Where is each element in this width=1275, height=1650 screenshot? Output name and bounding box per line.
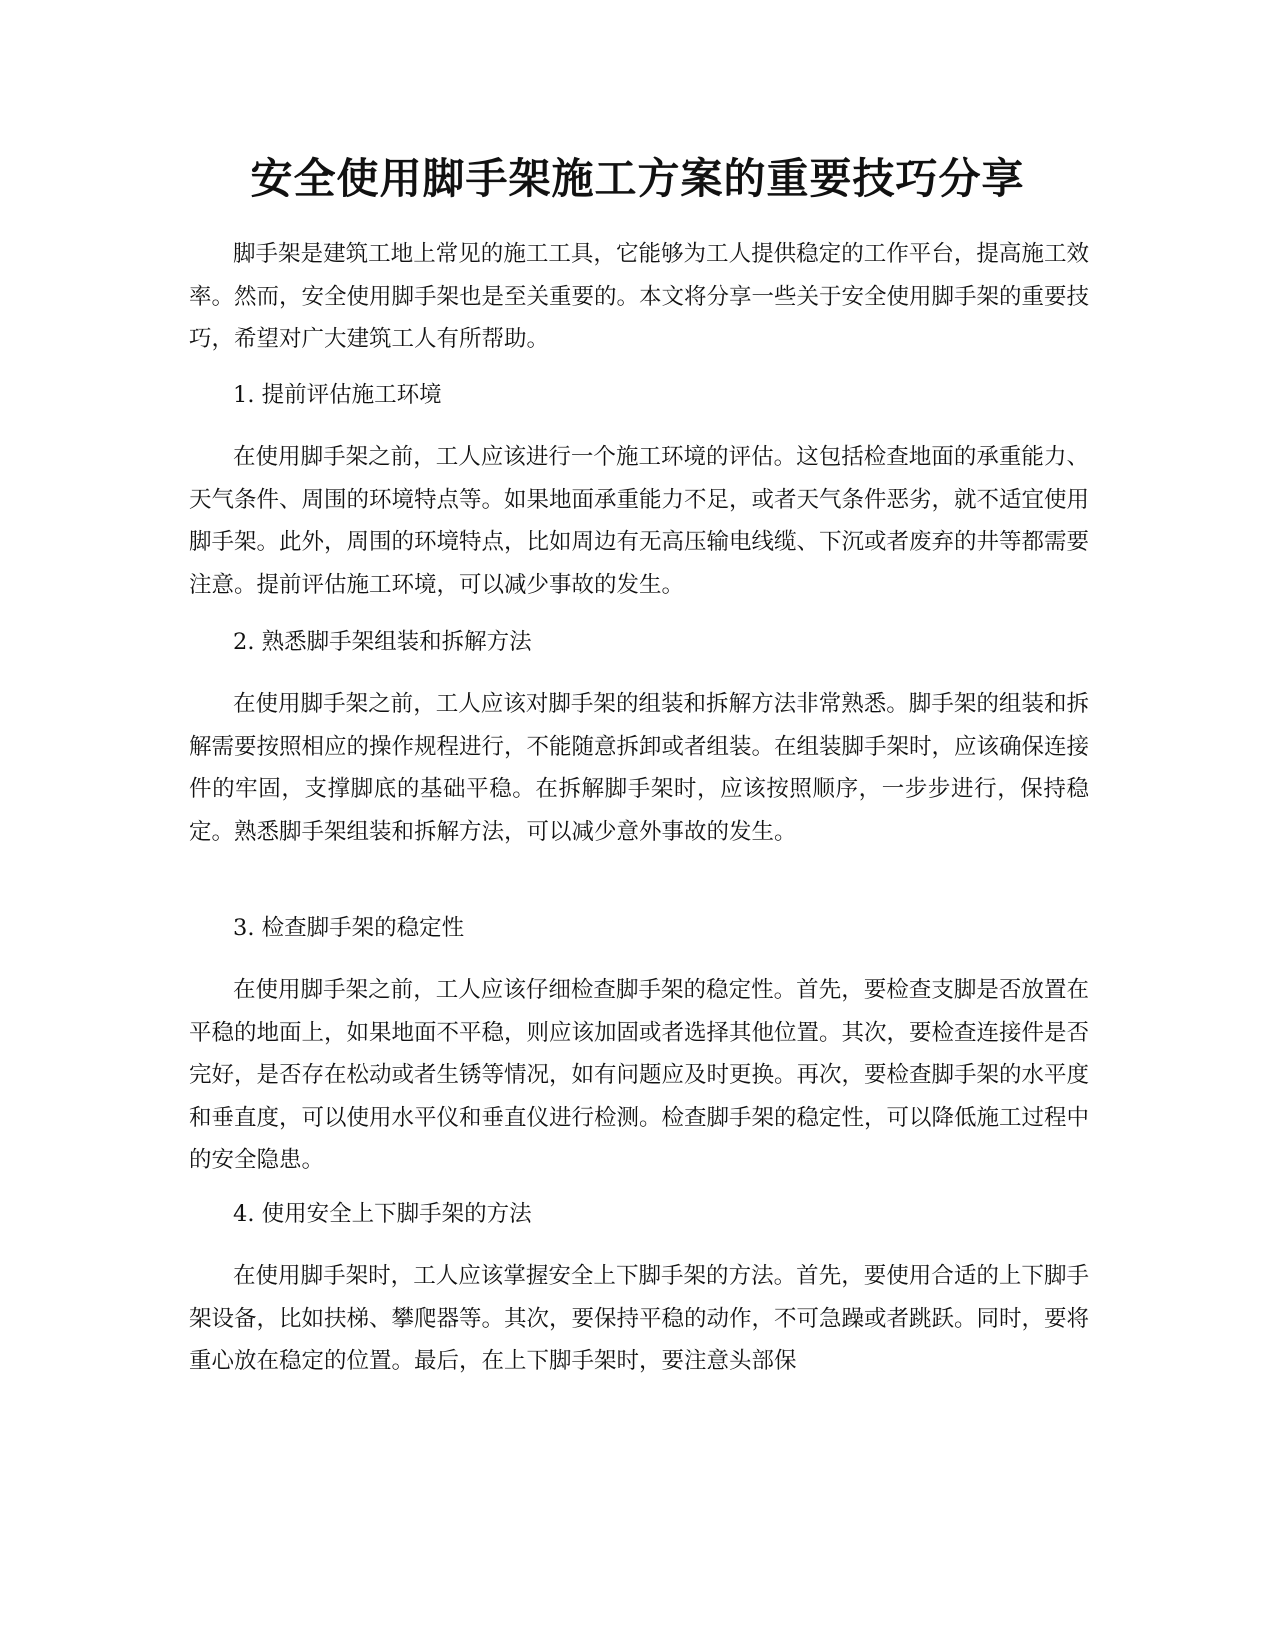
section-heading-3: 3. 检查脚手架的稳定性 [233, 915, 465, 941]
section-heading-4: 4. 使用安全上下脚手架的方法 [233, 1201, 532, 1227]
section-heading-2: 2. 熟悉脚手架组装和拆解方法 [233, 629, 532, 655]
section-paragraph-1: 在使用脚手架之前，工人应该进行一个施工环境的评估。这包括检查地面的承重能力、天气条件、周围的环境特点等。如果地面承重能力不足，或者天气条件恶劣，就不适宜使用脚手架。此外，周围的环境特点，比如周边有无高压输电线缆、下沉或者废弃的井等都需要注意。提前评估施工环境，可以减少事故的发生。 [189, 444, 1090, 598]
intro-paragraph: 脚手架是建筑工地上常见的施工工具，它能够为工人提供稳定的工作平台，提高施工效率。然而，安全使用脚手架也是至关重要的。本文将分享一些关于安全使用脚手架的重要技巧，希望对广大建筑工人有所帮助。 [189, 241, 1090, 352]
section-paragraph-3: 在使用脚手架之前，工人应该仔细检查脚手架的稳定性。首先，要检查支脚是否放置在平稳的地面上，如果地面不平稳，则应该加固或者选择其他位置。其次，要检查连接件是否完好，是否存在松动或者生锈等情况，如有问题应及时更换。再次，要检查脚手架的水平度和垂直度，可以使用水平仪和垂直仪进行检测。检查脚手架的稳定性，可以降低施工过程中的安全隐患。 [189, 977, 1090, 1173]
section-paragraph-4: 在使用脚手架时，工人应该掌握安全上下脚手架的方法。首先，要使用合适的上下脚手架设备，比如扶梯、攀爬器等。其次，要保持平稳的动作，不可急躁或者跳跃。同时，要将重心放在稳定的位置。最后，在上下脚手架时，要注意头部保 [189, 1263, 1090, 1374]
section-paragraph-2: 在使用脚手架之前，工人应该对脚手架的组装和拆解方法非常熟悉。脚手架的组装和拆解需要按照相应的操作规程进行，不能随意拆卸或者组装。在组装脚手架时，应该确保连接件的牢固，支撑脚底的基础平稳。在拆解脚手架时，应该按照顺序，一步步进行，保持稳定。熟悉脚手架组装和拆解方法，可以减少意外事故的发生。 [189, 691, 1090, 845]
page-title: 安全使用脚手架施工方案的重要技巧分享 [250, 154, 1025, 203]
section-heading-1: 1. 提前评估施工环境 [233, 382, 442, 408]
